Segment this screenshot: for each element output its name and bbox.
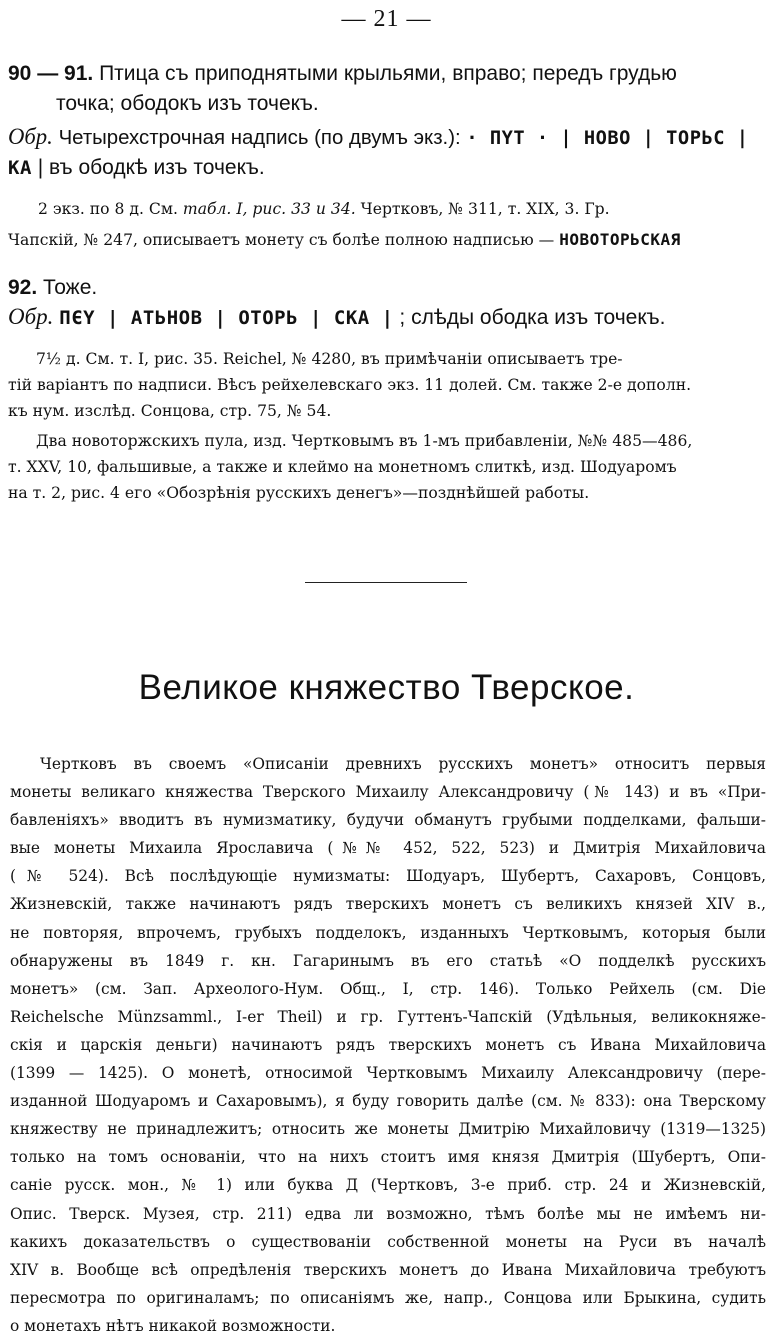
obverse-text: ; слѣды ободка изъ точекъ. — [399, 306, 666, 329]
entry-number: 90 — 91. — [8, 62, 94, 85]
body-line: только на томъ основаніи, что на нихъ стоитъ имя князя Дмитрія (Шубертъ, Опи- — [10, 1148, 766, 1167]
obverse-line — [8, 124, 760, 156]
note-line: Два новоторжскихъ пула, изд. Чертковымъ въ 1-мъ прибавленіи, №№ 485—486, — [36, 432, 693, 450]
body-line: княжеству не принадлежитъ; относить же монеты Дмитрію Михайловичу (1319—1325) — [10, 1120, 766, 1139]
section-divider — [305, 582, 467, 583]
entry-note — [8, 230, 760, 260]
coin-legend: · ПYТ · | НОВО | ТОРЬС | — [466, 128, 749, 149]
note-line: къ нум. изслѣд. Сонцова, стр. 75, № 54. — [8, 402, 332, 420]
note-text: Чапскій, № 247, описываетъ монету съ болѣе полною надписью — — [8, 231, 555, 249]
note-line: 7½ д. См. т. I, рис. 35. Reichel, № 4280, въ примѣчаніи описываетъ тре- — [36, 350, 623, 368]
body-line: бавленіяхъ» вводитъ въ нумизматику, будучи обманутъ грубыми подделками, фальши- — [10, 811, 766, 830]
body-line: XIV в. Вообще всѣ опредѣленія тверскихъ монетъ до Ивана Михайловича требуютъ — [10, 1260, 766, 1279]
note-line: т. XXV, 10, фальшивые, а также и клеймо на монетномъ слиткѣ, изд. Шодуаромъ — [8, 458, 677, 476]
entry-description: Тоже. — [43, 276, 98, 299]
entry-notes — [8, 350, 760, 510]
obverse-label: Обр. — [8, 124, 53, 149]
entry-line — [8, 276, 760, 304]
section-heading: Великое княжество Тверское. — [138, 668, 635, 707]
plate-reference: табл. I, рис. 33 и 34. — [182, 200, 356, 218]
page-number: — 21 — — [341, 6, 432, 32]
entry-description: Птица съ приподнятыми крыльями, вправо; передъ грудью — [99, 62, 677, 85]
entry-description-cont: точка; ободокъ изъ точекъ. — [56, 92, 319, 115]
body-line: Чертковъ въ своемъ «Описаніи древнихъ русскихъ монетъ» относитъ первыя — [40, 755, 766, 773]
body-line: монеты великаго княжества Тверского Михаилу Александровичу (№ 143) и въ «При- — [10, 783, 766, 802]
coin-legend-cont: КА — [8, 157, 32, 179]
body-line: саніе русск. мон., № 1) или буква Д (Чертковъ, 3-е приб. стр. 24 и Жизневскій, — [10, 1176, 766, 1195]
body-line: о монетахъ нѣтъ никакой возможности. — [10, 1316, 336, 1335]
obverse-text: Четырехстрочная надпись (по двумъ экз.): — [58, 127, 461, 149]
note-line: на т. 2, рис. 4 его «Обозрѣнія русскихъ денегъ»—позднѣйшей работы. — [8, 484, 590, 502]
body-line: вые монеты Михаила Ярославича (№№ 452, 522, 523) и Дмитрія Михайловича — [10, 839, 766, 858]
body-line: Опис. Тверск. Музея, стр. 211) едва ли возможно, тѣмъ болѣе мы не имѣемъ ни- — [10, 1204, 766, 1223]
entry-line — [8, 62, 760, 92]
entry-line — [8, 92, 760, 124]
body-line: какихъ доказательствъ о существованіи собственной монеты на Руси въ началѣ — [10, 1232, 766, 1251]
body-line: изданной Шодуаромъ и Сахаровымъ), я буду говорить далѣе (см. № 833): она Тверскому — [10, 1092, 766, 1111]
body-line: (1399 — 1425). О монетѣ, относимой Чертковымъ Михаилу Александровичу (пере- — [10, 1064, 766, 1083]
body-line: обнаружены въ 1849 г. кн. Гагаринымъ въ его статьѣ «О подделкѣ русскихъ — [10, 951, 766, 970]
coin-legend: НОВОТОРЬСКАЯ — [559, 230, 681, 249]
note-text: 2 экз. по 8 д. См. — [38, 200, 178, 218]
body-line: не повторяя, впрочемъ, грубыхъ подделокъ, изданныхъ Чертковымъ, которыя были — [10, 923, 766, 942]
obverse-line-cont — [8, 156, 760, 200]
entry-note — [8, 200, 760, 230]
body-text — [10, 750, 766, 1340]
entry-number: 92. — [8, 276, 38, 299]
body-line: скія и царскія деньги) начинаютъ рядъ тверскихъ монетъ съ Ивана Михайловича — [10, 1035, 766, 1054]
coin-legend: ПЄY | АТЬНОВ | ОТОРЬ | СКА | — [59, 307, 394, 329]
note-line: тій варіантъ по надписи. Вѣсъ рейхелевскаго экз. 11 долей. См. также 2-е дополн. — [8, 376, 692, 394]
body-line: монетъ» (см. Зап. Археолого-Нум. Общ., I, стр. 146). Только Рейхель (см. Die — [10, 979, 766, 998]
obverse-label: Обр. — [8, 304, 54, 329]
catalog-entry-92 — [8, 276, 760, 510]
catalog-entry-90-91 — [8, 62, 760, 260]
body-line: пересмотра по оригиналамъ; по описаніямъ же, напр., Сонцова или Брыкина, судить — [10, 1288, 766, 1307]
body-line: Reichelsche Münzsamml., I-er Theil) и гр. Гуттенъ-Чапскій (Удѣльныя, великокняже- — [10, 1007, 766, 1026]
body-line: (№ 524). Всѣ послѣдующіе нумизматы: Шодуаръ, Шубертъ, Сахаровъ, Сонцовъ, — [10, 867, 766, 886]
body-line: Жизневскій, также начинаютъ рядъ тверскихъ монетъ съ великихъ князей XIV в., — [10, 895, 766, 914]
obverse-text-cont: | въ ободкѣ изъ точекъ. — [37, 156, 265, 179]
note-text: Чертковъ, № 311, т. XIX, 3. Гр. — [360, 200, 610, 218]
obverse-line — [8, 304, 760, 350]
